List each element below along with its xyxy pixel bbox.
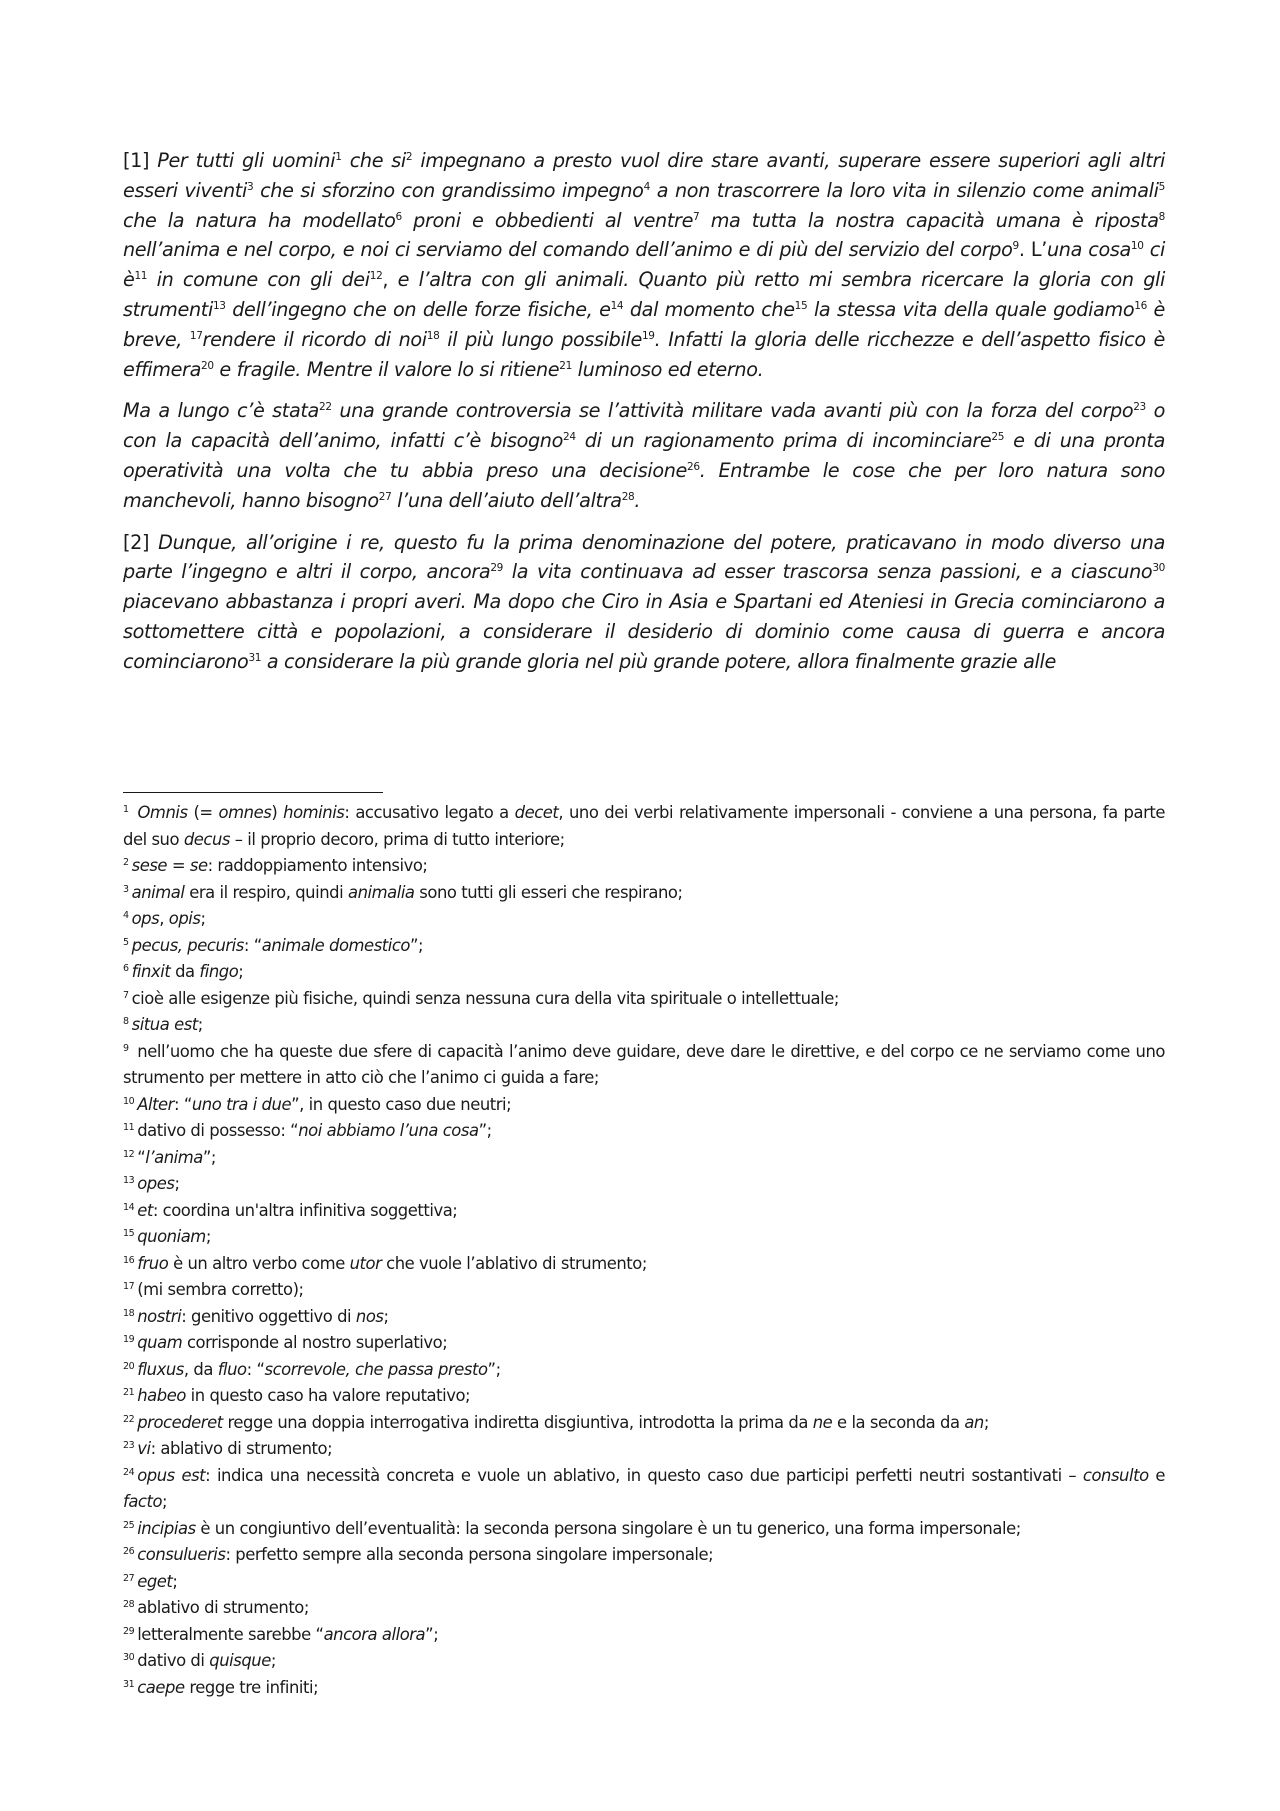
text-run: ;	[172, 1571, 178, 1591]
text-run: facto	[123, 1492, 163, 1511]
text-run: : “	[246, 1359, 265, 1379]
footnote-ref[interactable]: 21	[559, 359, 572, 372]
text-run: che la natura ha modellato	[123, 208, 396, 232]
text-run: dal momento che	[623, 297, 795, 321]
footnote-number: 10	[123, 1095, 135, 1107]
text-run: nell’anima e nel corpo, e noi ci serviamo del comando dell’animo e di più del servizio del corpo	[123, 238, 1013, 262]
text-run: animale domestico	[261, 935, 411, 955]
footnote	[123, 880, 1165, 907]
footnote-ref[interactable]: 23	[1133, 401, 1146, 414]
footnote-number: 19	[123, 1334, 135, 1345]
footnote-number: 2	[123, 857, 129, 868]
text-run: fluo	[217, 1359, 247, 1379]
footnote	[123, 1118, 1165, 1145]
footnote	[123, 959, 1165, 986]
footnote-number: 20	[123, 1360, 135, 1372]
footnote	[123, 1092, 1165, 1119]
text-run: dell’ingegno che on delle forze fisiche, e	[225, 297, 611, 321]
text-run: e fragile. Mentre il valore lo si ritiene	[213, 357, 560, 381]
text-run: ci è	[123, 238, 1165, 292]
text-run: il più lungo possibile	[439, 327, 642, 351]
footnote	[123, 1569, 1165, 1596]
footnote-separator	[123, 792, 383, 793]
footnote-ref[interactable]: 13	[212, 299, 226, 312]
text-run: quam	[137, 1333, 183, 1352]
text-run: fluxus	[137, 1359, 184, 1379]
text-run: : perfetto sempre alla seconda persona singolare impersonale;	[225, 1545, 714, 1564]
text-run: era il respiro, quindi	[184, 882, 348, 902]
footnote-number: 8	[123, 1016, 129, 1027]
text-run: “	[137, 1147, 146, 1167]
text-run: animalia	[347, 882, 415, 902]
text-run: utor	[349, 1253, 382, 1273]
footnote-number: 7	[123, 989, 129, 1001]
text-run: incipias	[137, 1518, 196, 1538]
text-run: di un ragionamento prima di incominciare	[575, 429, 992, 453]
footnote-ref[interactable]: 24	[563, 431, 576, 444]
footnote-number: 21	[123, 1387, 135, 1398]
footnote	[123, 1277, 1165, 1304]
footnote-number: 24	[123, 1466, 135, 1478]
text-run: che si sforzino con grandissimo impegno	[253, 178, 644, 202]
text-run: ;	[270, 1651, 276, 1670]
text-run: nostri	[137, 1306, 182, 1326]
text-run: sono tutti gli esseri che respirano;	[414, 882, 683, 902]
text-run: ;	[205, 1227, 211, 1246]
text-run: finxit	[131, 962, 171, 981]
footnote-ref[interactable]: 16	[1134, 299, 1147, 312]
footnote-number: 6	[123, 963, 129, 974]
text-run: è un altro verbo come	[168, 1253, 350, 1273]
text-run: a considerare la più grande gloria nel più grande potere, allora finalmente grazie alle	[261, 649, 1056, 673]
text-run: e	[1148, 1465, 1165, 1485]
text-run: dativo di possesso: “	[137, 1121, 299, 1140]
footnote	[123, 1198, 1165, 1225]
text-run: fruo	[137, 1253, 169, 1273]
text-run: regge una doppia interrogativa indiretta disgiuntiva, introdotta la prima da	[222, 1412, 813, 1432]
paragraph	[123, 528, 1165, 677]
text-run: situa est	[131, 1015, 198, 1034]
text-run: Dunque, all’origine i re, questo fu la prima denominazione del potere, praticavano in modo diverso una parte l’ingegno e altri il corpo, ancora	[123, 530, 1165, 584]
footnote-ref[interactable]: 25	[991, 431, 1005, 444]
text-run: nell’uomo che ha queste due sfere di capacità l’animo deve guidare, deve dare le direttive, e del corpo ce ne serviamo come uno strumento per mettere in atto ciò che l’animo ci guida a fare;	[123, 1041, 1165, 1087]
text-run: Per tutti gli uomini	[157, 149, 336, 172]
footnote-number: 25	[123, 1519, 135, 1531]
footnote-ref[interactable]: 27	[378, 490, 392, 503]
text-run: : raddoppiamento intensivo;	[207, 856, 428, 875]
text-run: ,	[382, 268, 398, 292]
footnote	[123, 1595, 1165, 1622]
text-run: : coordina un'altra infinitiva soggettiva;	[152, 1200, 458, 1220]
footnote	[123, 1171, 1165, 1198]
footnote-ref[interactable]: 2	[405, 151, 413, 163]
text-run: dativo di	[137, 1651, 210, 1670]
text-run: eget	[137, 1571, 173, 1591]
footnote	[123, 1330, 1165, 1357]
footnote-number: 5	[123, 936, 129, 948]
text-run: che si	[341, 149, 406, 172]
text-run: Alter	[137, 1094, 174, 1114]
footnote	[123, 933, 1165, 960]
text-run: quoniam	[137, 1227, 206, 1246]
text-run: animal	[131, 882, 185, 902]
footnote	[123, 1012, 1165, 1039]
footnote-number: 3	[123, 883, 129, 895]
text-run: corrisponde al nostro superlativo;	[182, 1333, 448, 1352]
footnote-ref[interactable]: 4	[643, 180, 650, 193]
text-run: procederet	[137, 1412, 223, 1432]
text-run: (=	[187, 803, 219, 822]
text-run: ne	[812, 1412, 833, 1432]
text-run: – il proprio decoro, prima di tutto interiore;	[230, 829, 565, 849]
text-run: . L’	[1018, 238, 1047, 262]
main-text	[123, 146, 1165, 689]
footnote	[123, 1357, 1165, 1384]
footnote	[123, 1516, 1165, 1543]
text-run: l’una dell’aiuto dell’altra	[391, 488, 622, 512]
text-run: decet	[514, 803, 559, 822]
footnote	[123, 906, 1165, 933]
text-run: Omnis	[137, 803, 188, 822]
footnote-ref[interactable]: 30	[1152, 562, 1165, 575]
text-run: [2]	[123, 530, 159, 554]
footnote	[123, 800, 1165, 853]
text-run: consulueris	[137, 1545, 226, 1564]
footnote	[123, 986, 1165, 1013]
footnote-number: 23	[123, 1440, 135, 1451]
text-run: noi abbiamo l’una cosa	[298, 1121, 479, 1140]
text-run: e di una pronta operatività una volta che tu abbia preso una decisione	[123, 429, 1165, 482]
text-run: opis	[168, 909, 201, 928]
text-run: in comune con gli dei	[147, 268, 370, 292]
footnote	[123, 1675, 1165, 1702]
text-run: fingo	[199, 962, 239, 981]
text-run: (mi sembra corretto);	[137, 1280, 304, 1299]
text-run: luminoso ed eterno.	[571, 357, 764, 381]
text-run: o con la capacità dell’animo, infatti c’è bisogno	[123, 399, 1166, 453]
text-run: ”;	[410, 935, 424, 955]
text-run: da	[170, 962, 200, 981]
text-run: a non trascorrere la loro vita in silenzio come animali	[649, 178, 1159, 202]
text-run: decus	[183, 829, 231, 849]
footnote	[123, 1145, 1165, 1172]
text-run: è breve,	[123, 297, 1165, 351]
text-run: ablativo di strumento;	[137, 1598, 309, 1617]
footnote-number: 4	[123, 910, 129, 921]
text-run: ;	[174, 1174, 180, 1193]
text-run: : indica una necessità concreta e vuole un ablativo, in questo caso due participi perfetti neutri sostantivati –	[205, 1465, 1083, 1485]
text-run: . Entrambe le cose che per loro natura sono manchevoli, hanno bisogno	[123, 458, 1165, 512]
footnote	[123, 1224, 1165, 1251]
footnote-ref[interactable]: 8	[1158, 210, 1165, 223]
footnote	[123, 1436, 1165, 1463]
footnote-ref[interactable]: 31	[248, 651, 262, 664]
footnote-ref[interactable]: 14	[610, 299, 624, 312]
text-run: consulto	[1082, 1465, 1149, 1485]
text-run: ”;	[478, 1121, 492, 1140]
footnote-ref[interactable]: 20	[201, 359, 214, 372]
text-run: opus est	[137, 1465, 206, 1485]
text-run: uno tra i due	[191, 1094, 292, 1114]
footnote-ref[interactable]: 28	[621, 490, 635, 503]
footnote	[123, 1463, 1165, 1516]
text-run: : ablativo di strumento;	[150, 1439, 333, 1458]
footnote-number: 16	[123, 1254, 135, 1266]
footnote-ref[interactable]: 19	[641, 329, 655, 342]
footnote-number: 29	[123, 1625, 135, 1637]
text-run: ,	[159, 909, 169, 928]
footnote-ref[interactable]: 3	[246, 180, 254, 193]
footnote	[123, 1251, 1165, 1278]
paragraph	[123, 146, 1165, 384]
text-run: regge tre infiniti;	[184, 1677, 319, 1697]
text-run: scorrevole, che passa presto	[264, 1359, 488, 1379]
text-run: ;	[197, 1015, 203, 1034]
footnote	[123, 853, 1165, 880]
text-run: è un congiuntivo dell’eventualità: la seconda persona singolare è un tu generico, una forma impersonale;	[195, 1518, 1021, 1538]
text-run: letteralmente sarebbe “	[137, 1624, 324, 1644]
text-run: ”, in questo caso due neutri;	[291, 1094, 512, 1114]
text-run: an	[964, 1412, 984, 1432]
footnote-ref[interactable]: 11	[134, 270, 148, 283]
footnote	[123, 1622, 1165, 1649]
footnote-ref[interactable]: 7	[693, 210, 700, 223]
footnote	[123, 1410, 1165, 1437]
footnote-number: 17	[123, 1281, 135, 1292]
text-run: ancora allora	[323, 1624, 426, 1644]
text-run: : “	[173, 1094, 192, 1114]
text-run: : accusativo legato a	[344, 803, 515, 822]
footnote-number: 18	[123, 1307, 135, 1319]
text-run: ma tutta la nostra capacità umana è riposta	[699, 208, 1159, 232]
text-run: che vuole l’ablativo di strumento;	[381, 1253, 647, 1273]
text-run: ”;	[202, 1147, 216, 1167]
footnote-ref[interactable]: 29	[490, 562, 503, 575]
text-run: Ma a lungo c’è stata	[123, 399, 319, 423]
text-run: e la seconda da	[832, 1412, 965, 1432]
footnote-ref[interactable]: 22	[318, 401, 332, 414]
footnote-number: 1	[123, 804, 129, 815]
footnote-ref[interactable]: 26	[687, 460, 700, 473]
footnote-number: 9	[123, 1042, 129, 1054]
text-run: quisque	[209, 1651, 271, 1670]
footnote	[123, 1383, 1165, 1410]
text-run: impegnano a presto vuol dire stare avanti, superare essere superiori agli altri esseri viventi	[123, 149, 1165, 202]
footnote-ref[interactable]: 17	[189, 329, 203, 342]
text-run: omnes	[218, 803, 272, 822]
text-run: nos	[355, 1306, 384, 1326]
paragraph	[123, 396, 1165, 515]
text-run: , uno dei verbi relativamente impersonali - conviene a una persona, fa parte del suo	[123, 803, 1165, 849]
text-run: in questo caso ha valore reputativo;	[185, 1386, 471, 1405]
footnote	[123, 1542, 1165, 1569]
footnote-ref[interactable]: 6	[395, 210, 402, 223]
footnote	[123, 1304, 1165, 1331]
footnote	[123, 1648, 1165, 1675]
text-run: hominis	[283, 803, 345, 822]
text-run: [1]	[123, 149, 158, 172]
footnotes	[123, 800, 1165, 1701]
text-run: cioè alle esigenze più fisiche, quindi senza nessuna cura della vita spirituale o intellettuale;	[131, 988, 839, 1008]
text-run: )	[271, 803, 284, 822]
text-run: : genitivo oggettivo di	[181, 1306, 356, 1326]
text-run: ”;	[425, 1624, 439, 1644]
footnote-number: 13	[123, 1175, 135, 1186]
footnote-number: 31	[123, 1678, 135, 1690]
text-run: : “	[243, 935, 262, 955]
text-run: opes	[137, 1174, 175, 1193]
footnote	[123, 1039, 1165, 1092]
text-run: ;	[983, 1412, 989, 1432]
text-run: una grande controversia se l’attività militare vada avanti più con la forza del corpo	[331, 399, 1134, 423]
footnote-number: 11	[123, 1122, 135, 1133]
text-run: piacevano abbastanza i propri averi. Ma dopo che Ciro in Asia e Spartani ed Ateniesi in Grecia cominciarono a sottomettere città e popolazioni, a considerare il desiderio di dominio come causa di guerra e ancora cominciarono	[123, 590, 1165, 673]
footnote-number: 27	[123, 1572, 135, 1584]
text-run: ;	[238, 962, 244, 981]
footnote-ref[interactable]: 18	[426, 329, 440, 342]
footnote-number: 15	[123, 1228, 135, 1239]
text-run: habeo	[137, 1386, 186, 1405]
text-run: ;	[162, 1492, 168, 1511]
text-run: una cosa	[1046, 238, 1131, 262]
footnote-ref[interactable]: 9	[1012, 240, 1019, 253]
footnote-ref[interactable]: 1	[335, 151, 342, 163]
footnote-number: 22	[123, 1413, 135, 1425]
footnote-ref[interactable]: 15	[794, 299, 808, 312]
footnote-number: 12	[123, 1148, 135, 1160]
text-run: sese = se	[131, 856, 208, 875]
text-run: ;	[200, 909, 206, 928]
text-run: ops	[131, 909, 160, 928]
footnote-ref[interactable]: 12	[369, 270, 383, 283]
text-run: ;	[383, 1306, 389, 1326]
text-run: , da	[183, 1359, 218, 1379]
footnote-number: 28	[123, 1599, 135, 1610]
text-run: caepe	[137, 1677, 185, 1697]
text-run: vi	[137, 1439, 151, 1458]
text-run: l’anima	[145, 1147, 203, 1167]
text-run: ”;	[487, 1359, 501, 1379]
text-run: rendere il ricordo di noi	[202, 327, 427, 351]
footnote-number: 30	[123, 1652, 135, 1663]
text-run: . Infatti la gloria delle ricchezze e dell’aspetto fisico è effimera	[123, 327, 1165, 381]
text-run: proni e obbedienti al ventre	[401, 208, 694, 232]
footnote-ref[interactable]: 10	[1130, 240, 1144, 253]
text-run: e l’altra con gli animali. Quanto più retto mi sembra ricercare la gloria con gli strumenti	[123, 268, 1166, 321]
footnote-number: 14	[123, 1201, 135, 1213]
text-run: .	[634, 488, 641, 512]
footnote-ref[interactable]: 5	[1158, 180, 1165, 193]
text-run: et	[137, 1200, 153, 1220]
text-run: la vita continuava ad esser trascorsa senza passioni, e a ciascuno	[502, 560, 1153, 584]
footnote-number: 26	[123, 1546, 135, 1557]
text-run: la stessa vita della quale godiamo	[807, 297, 1135, 321]
text-run: pecus, pecuris	[131, 935, 244, 955]
